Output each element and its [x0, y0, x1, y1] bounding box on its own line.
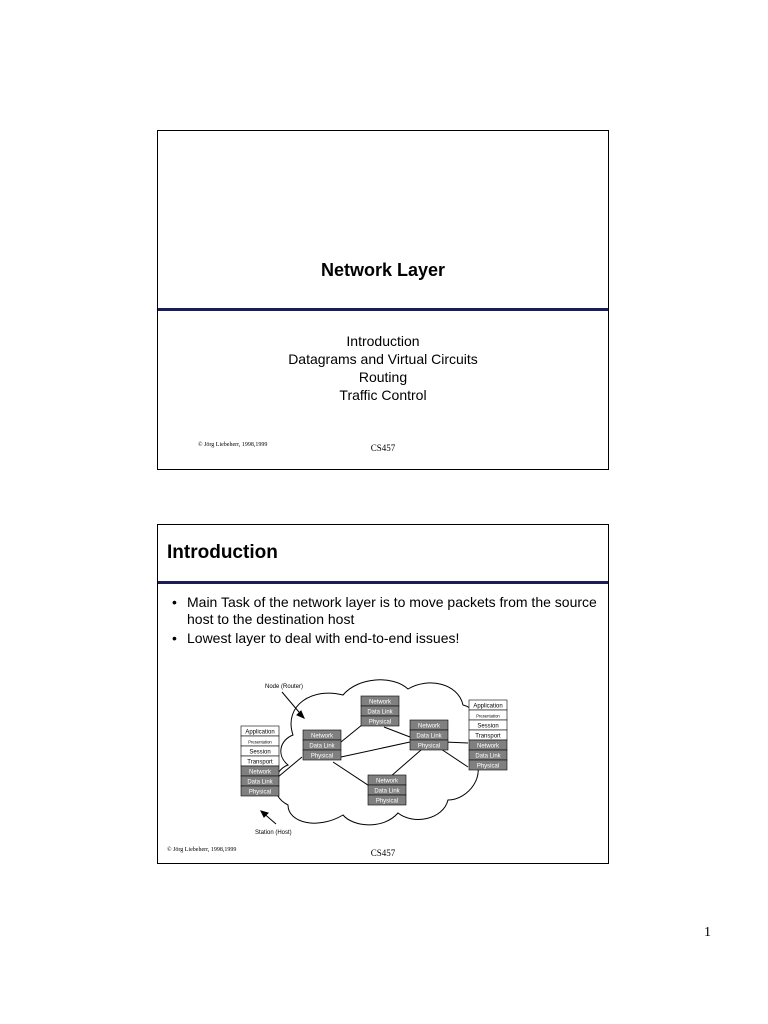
layer-label: Presentation [476, 713, 500, 719]
title-rule [158, 308, 608, 311]
layer-label: Network [417, 723, 441, 730]
slide-title: Network Layer [320, 260, 446, 280]
topic-item: Introduction [346, 333, 420, 349]
layer-label: Physical [375, 798, 399, 805]
copyright-footer: © Jörg Liebeherr, 1998,1999 [198, 442, 268, 448]
layer-label: Application [245, 729, 275, 736]
layer-label: Physical [310, 753, 334, 760]
course-footer: CS457 [370, 443, 396, 453]
layer-label: Network [375, 778, 399, 785]
slide-title: Introduction [167, 542, 278, 563]
layer-label: Session [477, 723, 499, 730]
bullet-item: • Main Task of the network layer is to move packets from the source host to the destination host [170, 594, 600, 628]
layer-label: Data Link [309, 743, 335, 750]
bullet-item: • Lowest layer to deal with end-to-end issues! [170, 630, 600, 647]
layer-label: Transport [247, 759, 273, 766]
topic-item: Traffic Control [339, 387, 427, 403]
layer-label: Presentation [248, 739, 272, 745]
layer-label: Network [368, 699, 392, 706]
layer-label: Network [248, 769, 272, 776]
title-rule [158, 581, 608, 584]
layer-label: Application [473, 703, 503, 710]
layer-label: Transport [475, 733, 501, 740]
topic-list [158, 332, 608, 404]
introduction-slide [157, 524, 609, 864]
layer-label: Data Link [475, 753, 501, 760]
layer-label: Data Link [374, 788, 400, 795]
router-label: Node (Router) [265, 684, 304, 690]
layer-label: Physical [368, 719, 392, 726]
page-number: 1 [704, 925, 711, 940]
host-label: Station (Host) [255, 830, 292, 836]
layer-label: Physical [476, 763, 500, 770]
layer-label: Physical [248, 789, 272, 796]
layer-label: Network [310, 733, 334, 740]
bullet-list [170, 594, 600, 649]
copyright-footer: © Jörg Liebeherr, 1998,1999 [167, 847, 237, 853]
layer-label: Data Link [416, 733, 442, 740]
title-slide [157, 130, 609, 470]
layer-label: Data Link [367, 709, 393, 716]
layer-label: Network [476, 743, 500, 750]
layer-label: Session [249, 749, 271, 756]
topic-item: Routing [358, 369, 408, 385]
layer-label: Data Link [247, 779, 273, 786]
course-footer: CS457 [370, 848, 396, 858]
network-diagram [158, 665, 608, 845]
layer-label: Physical [417, 743, 441, 750]
topic-item: Datagrams and Virtual Circuits [288, 351, 478, 367]
